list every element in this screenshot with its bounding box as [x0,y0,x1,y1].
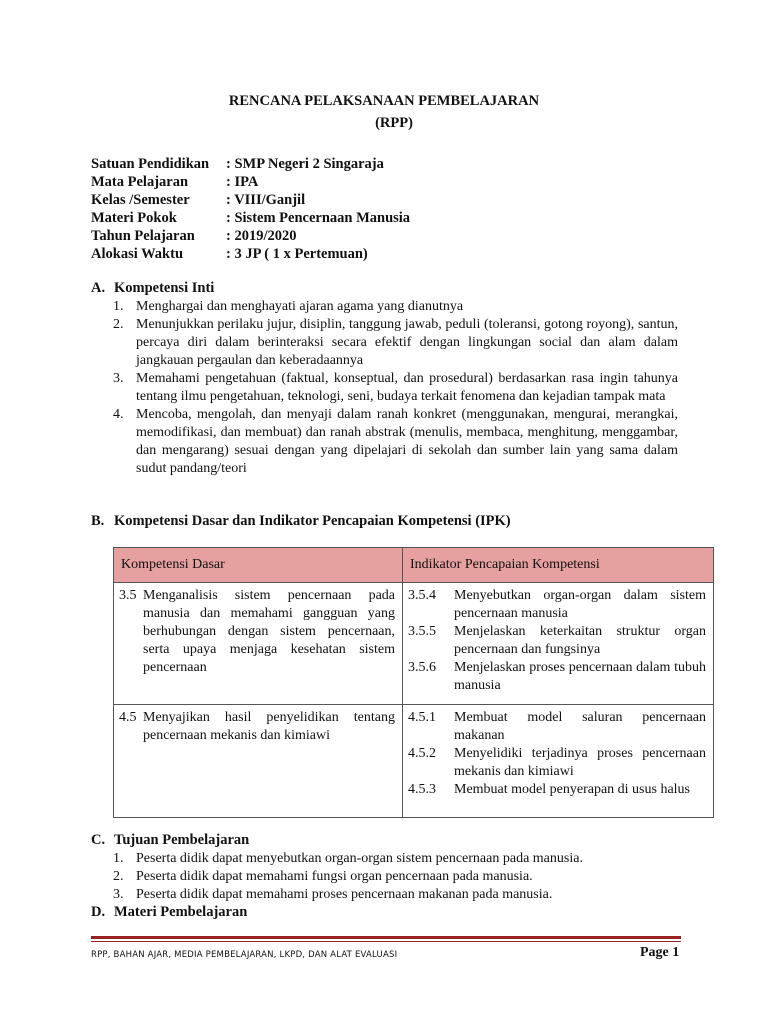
kd-entry [119,587,395,677]
identity-label: Satuan Pendidikan [91,156,210,172]
column-header: Indikator Pencapaian Kompetensi [403,548,714,583]
list-item [113,298,678,316]
list-text: Peserta didik dapat memahami proses pencernaan makanan pada manusia. [136,887,553,902]
section-c-heading [91,832,249,849]
ipk-cell [403,583,714,705]
list-number: 4. [113,407,124,422]
kd-entry [119,709,395,745]
ipk-text: Membuat model saluran pencernaan makanan [454,710,706,743]
ipk-cell [403,705,714,818]
ipk-code: 4.5.1 [408,710,436,725]
list-number: 2. [113,869,124,884]
section-letter: D. [91,904,106,920]
identity-row [91,209,410,227]
ipk-entry [408,587,706,623]
list-text: Peserta didik dapat memahami fungsi organ pencernaan pada manusia. [136,869,533,884]
section-letter: A. [91,280,106,296]
identity-value: : 3 JP ( 1 x Pertemuan) [226,246,368,262]
kd-cell [114,705,403,818]
section-a-heading [91,280,214,297]
ipk-entry [408,659,706,695]
footer-caption: RPP, BAHAN AJAR, MEDIA PEMBELAJARAN, LKPD, DAN ALAT EVALUASI [91,950,398,960]
kd-code: 4.5 [119,710,137,725]
identity-value: : IPA [226,174,259,190]
identity-value: : Sistem Pencernaan Manusia [226,210,411,226]
list-number: 1. [113,851,124,866]
kd-text: Menganalisis sistem pencernaan pada manusia dan memahami gangguan yang berhubungan dengan sistem pencernaan, serta upaya menjaga kesehatan sistem pencernaan [143,588,395,675]
section-title: Materi Pembelajaran [114,904,248,920]
identity-label: Alokasi Waktu [91,246,184,262]
page-number: Page 1 [640,945,680,960]
list-item [113,850,678,868]
section-title: Tujuan Pembelajaran [114,832,250,848]
section-letter: B. [91,513,105,529]
document-subtitle: (RPP) [375,115,413,131]
list-item [113,406,678,478]
list-text: Menunjukkan perilaku jujur, disiplin, tanggung jawab, peduli (toleransi, gotong royong), santun, percaya diri dalam berinteraksi secara efektif dengan lingkungan social dan alam dalam jangkauan pergaulan dan keberadaannya [136,317,678,368]
kd-text: Menyajikan hasil penyelidikan tentang pencernaan mekanis dan kimiawi [143,710,395,743]
section-b-heading [91,513,511,530]
list-item [113,886,678,904]
ipk-code: 4.5.2 [408,746,436,761]
identity-label: Kelas /Semester [91,192,190,208]
table-header-row [114,548,714,583]
kd-cell [114,583,403,705]
ipk-entry [408,623,706,659]
section-letter: C. [91,832,106,848]
document-title: RENCANA PELAKSANAAN PEMBELAJARAN [228,93,540,109]
list-text: Peserta didik dapat menyebutkan organ-organ sistem pencernaan pada manusia. [136,851,583,866]
ipk-code: 4.5.3 [408,782,436,797]
kompetensi-inti-list [113,298,678,478]
list-text: Menghargai dan menghayati ajaran agama yang dianutnya [136,299,464,314]
table-row [114,705,714,818]
ipk-code: 3.5.4 [408,588,436,603]
identity-value: : VIII/Ganjil [226,192,306,208]
section-title: Kompetensi Inti [114,280,215,296]
ipk-text: Menyebutkan organ-organ dalam sistem pencernaan manusia [454,588,706,621]
list-item [113,370,678,406]
identity-value: : 2019/2020 [226,228,297,244]
list-number: 3. [113,371,124,386]
list-number: 3. [113,887,124,902]
identity-row [91,245,410,263]
list-text: Mencoba, mengolah, dan menyaji dalam ranah konkret (menggunakan, mengurai, merangkai, memodifikasi, dan membuat) dan ranah abstrak (menulis, membaca, menghitung, menggambar, dan mengarang) sesuai dengan yang dipelajari di sekolah dan sumber lain yang sama dalam sudut pandang/teori [136,407,678,476]
column-header: Kompetensi Dasar [114,548,403,583]
list-item [113,316,678,370]
ipk-text: Menyelidiki terjadinya proses pencernaan mekanis dan kimiawi [454,746,706,779]
section-title: Kompetensi Dasar dan Indikator Pencapaian Kompetensi (IPK) [114,513,511,529]
identity-row [91,227,410,245]
kd-code: 3.5 [119,588,137,603]
ipk-entry [408,745,706,781]
list-item [113,868,678,886]
footer-rule-thick [91,936,681,939]
identity-label: Materi Pokok [91,210,177,226]
identity-row [91,173,410,191]
section-d-heading [91,904,247,921]
kd-ipk-table [113,547,714,818]
identity-row [91,155,410,173]
ipk-text: Membuat model penyerapan di usus halus [454,782,691,797]
identity-value: : SMP Negeri 2 Singaraja [226,156,384,172]
ipk-text: Menjelaskan keterkaitan struktur organ pencernaan dan fungsinya [454,624,706,657]
table-row [114,583,714,705]
tujuan-list [113,850,678,904]
list-number: 1. [113,299,124,314]
list-number: 2. [113,317,124,332]
ipk-entry [408,781,706,799]
ipk-text: Menjelaskan proses pencernaan dalam tubuh manusia [454,660,706,693]
footer-rule-thin [91,941,681,942]
identity-label: Tahun Pelajaran [91,228,195,244]
identity-label: Mata Pelajaran [91,174,189,190]
ipk-code: 3.5.6 [408,660,436,675]
identity-row [91,191,410,209]
ipk-entry [408,709,706,745]
ipk-code: 3.5.5 [408,624,436,639]
list-text: Memahami pengetahuan (faktual, konseptual, dan prosedural) berdasarkan rasa ingin tahunya tentang ilmu pengetahuan, teknologi, seni, budaya terkait fenomena dan kejadian tampak mata [136,371,678,404]
identity-block [91,155,410,263]
